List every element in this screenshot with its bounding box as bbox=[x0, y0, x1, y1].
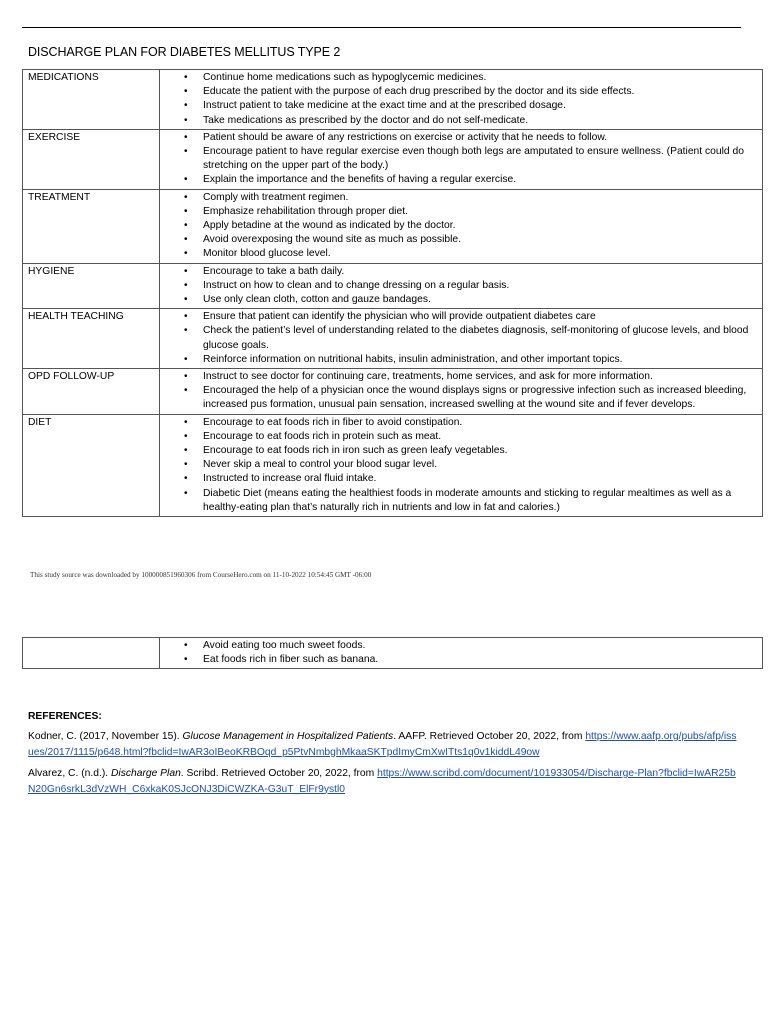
items-cell bbox=[160, 129, 763, 189]
list-item: • Check the patient’s level of understanding related to the diabetes diagnosis, self-monitoring of glucose levels, and blood glucose goals. bbox=[160, 324, 752, 352]
list-item: • Encourage to eat foods rich in iron such as green leafy vegetables. bbox=[160, 444, 752, 458]
list-item: • Encourage to eat foods rich in fiber to avoid constipation. bbox=[160, 416, 752, 430]
bullet-list bbox=[160, 310, 752, 367]
table-row bbox=[23, 189, 763, 263]
list-item: • Encouraged the help of a physician once the wound displays signs or progressive infection such as increased bleeding, increased pus formation, unusual pain sensation, increased swelling at the wound site and if fever develops. bbox=[160, 384, 752, 412]
category-cell bbox=[23, 638, 160, 669]
bullet-list bbox=[160, 639, 752, 667]
items-cell bbox=[160, 70, 763, 130]
list-item: • Emphasize rehabilitation through proper diet. bbox=[160, 205, 752, 219]
list-item: • Instruct on how to clean and to change dressing on a regular basis. bbox=[160, 279, 752, 293]
category-cell: HEALTH TEACHING bbox=[23, 309, 160, 369]
list-item: • Diabetic Diet (means eating the healthiest foods in moderate amounts and sticking to regular mealtimes as well as a healthy-eating plan that’s naturally rich in nutrients and low in fat and calories.) bbox=[160, 487, 752, 515]
table-row bbox=[23, 369, 763, 415]
reference-link[interactable]: https://www.aafp.org/pubs/afp/issues/2017/1115/p648.html?fbclid=IwAR3oIBeoKRBOqd_p5PtvNmbghMkaaSKTpdImyCmXwITts1q0v1kiddL49ow bbox=[28, 731, 737, 758]
category-cell: DIET bbox=[23, 414, 160, 516]
list-item: • Instruct to see doctor for continuing care, treatments, home services, and ask for more information. bbox=[160, 370, 752, 384]
list-item: • Use only clean cloth, cotton and gauze bandages. bbox=[160, 293, 752, 307]
category-cell: MEDICATIONS bbox=[23, 70, 160, 130]
items-cell bbox=[160, 189, 763, 263]
items-cell bbox=[160, 414, 763, 516]
items-cell bbox=[160, 263, 763, 309]
list-item: • Take medications as prescribed by the doctor and do not self-medicate. bbox=[160, 114, 752, 128]
reference-entry bbox=[28, 766, 740, 797]
list-item: • Explain the importance and the benefits of having a regular exercise. bbox=[160, 173, 752, 187]
list-item: • Patient should be aware of any restrictions on exercise or activity that he needs to follow. bbox=[160, 131, 752, 145]
reference-title: Discharge Plan bbox=[110, 768, 181, 779]
items-cell bbox=[160, 638, 763, 669]
bullet-list bbox=[160, 265, 752, 308]
list-item: • Instructed to increase oral fluid intake. bbox=[160, 472, 752, 486]
references-heading: REFERENCES: bbox=[28, 711, 102, 722]
reference-authors: Kodner, C. (2017, November 15). bbox=[28, 731, 183, 742]
bullet-list bbox=[160, 416, 752, 515]
bullet-list bbox=[160, 370, 752, 413]
bullet-list bbox=[160, 191, 752, 262]
reference-entry bbox=[28, 729, 740, 760]
page-title: DISCHARGE PLAN FOR DIABETES MELLITUS TYPE 2 bbox=[28, 45, 341, 59]
table-row bbox=[23, 129, 763, 189]
reference-title: Glucose Management in Hospitalized Patients bbox=[182, 731, 394, 742]
list-item: • Apply betadine at the wound as indicated by the doctor. bbox=[160, 219, 752, 233]
table-row bbox=[23, 638, 763, 669]
table-row bbox=[23, 309, 763, 369]
reference-source: . Scribd. Retrieved October 20, 2022, from bbox=[180, 768, 378, 779]
table-row bbox=[23, 414, 763, 516]
list-item: • Instruct patient to take medicine at the exact time and at the prescribed dosage. bbox=[160, 99, 752, 113]
list-item: • Encourage to take a bath daily. bbox=[160, 265, 752, 279]
top-divider bbox=[22, 27, 741, 28]
category-cell: HYGIENE bbox=[23, 263, 160, 309]
download-watermark: This study source was downloaded by 100000851960306 from CourseHero.com on 11-10-2022 10:54:45 GMT -06:00 bbox=[30, 571, 372, 579]
bullet-list bbox=[160, 131, 752, 188]
list-item: • Encourage to eat foods rich in protein such as meat. bbox=[160, 430, 752, 444]
reference-source: . AAFP. Retrieved October 20, 2022, from bbox=[393, 731, 586, 742]
list-item: • Encourage patient to have regular exercise even though both legs are amputated to ensure wellness. (Patient could do stretching on the upper part of the body.) bbox=[160, 145, 752, 173]
items-cell bbox=[160, 309, 763, 369]
discharge-plan-table bbox=[22, 69, 763, 517]
list-item: • Continue home medications such as hypoglycemic medicines. bbox=[160, 71, 752, 85]
category-cell: EXERCISE bbox=[23, 129, 160, 189]
discharge-plan-body bbox=[23, 70, 763, 517]
bullet-list bbox=[160, 71, 752, 128]
list-item: • Reinforce information on nutritional habits, insulin administration, and other important topics. bbox=[160, 353, 752, 367]
list-item: • Avoid eating too much sweet foods. bbox=[160, 639, 752, 653]
continuation-table bbox=[22, 637, 763, 669]
list-item: • Eat foods rich in fiber such as banana. bbox=[160, 653, 752, 667]
reference-authors: Alvarez, C. (n.d.). bbox=[28, 768, 111, 779]
table-row bbox=[23, 70, 763, 130]
list-item: • Educate the patient with the purpose of each drug prescribed by the doctor and its side effects. bbox=[160, 85, 752, 99]
list-item: • Monitor blood glucose level. bbox=[160, 247, 752, 261]
list-item: • Ensure that patient can identify the physician who will provide outpatient diabetes care bbox=[160, 310, 752, 324]
list-item: • Avoid overexposing the wound site as much as possible. bbox=[160, 233, 752, 247]
category-cell: TREATMENT bbox=[23, 189, 160, 263]
category-cell: OPD FOLLOW-UP bbox=[23, 369, 160, 415]
reference-link[interactable]: https://www.scribd.com/document/101933054/Discharge-Plan?fbclid=IwAR25bN20Gn6srkL3dVzWH_C6xkaK0SJcONJ3DiCWZKA-G3uT_ElFr9ystl0 bbox=[28, 768, 736, 795]
list-item: • Comply with treatment regimen. bbox=[160, 191, 752, 205]
table-row bbox=[23, 263, 763, 309]
items-cell bbox=[160, 369, 763, 415]
list-item: • Never skip a meal to control your blood sugar level. bbox=[160, 458, 752, 472]
